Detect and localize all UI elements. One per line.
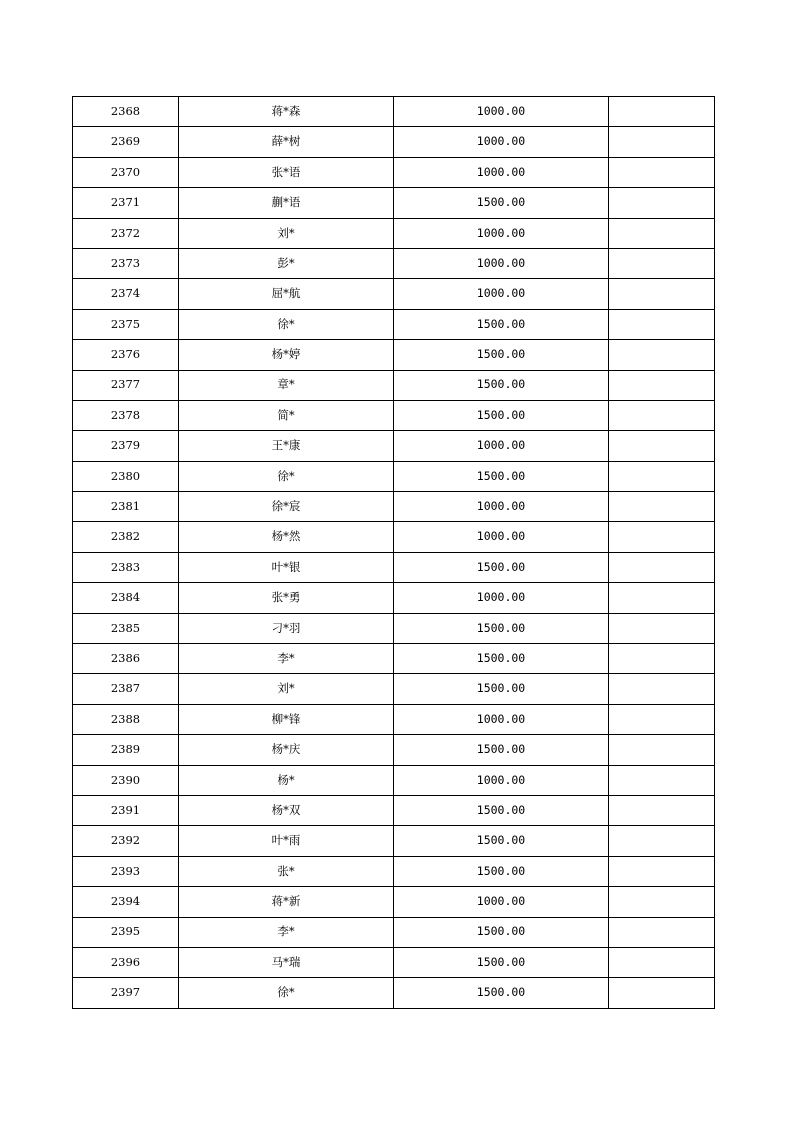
serial-number-cell: 2372 [73,218,179,248]
table-body [73,97,715,1009]
amount-cell: 1000.00 [394,127,609,157]
remark-cell [609,461,715,491]
serial-number-cell: 2384 [73,583,179,613]
table-row [73,735,715,765]
serial-number-cell: 2370 [73,157,179,187]
remark-cell [609,248,715,278]
amount-cell: 1500.00 [394,400,609,430]
name-cell: 王*康 [179,431,394,461]
table-row [73,97,715,127]
name-cell: 章* [179,370,394,400]
name-cell: 杨*然 [179,522,394,552]
serial-number-cell: 2376 [73,340,179,370]
serial-number-cell: 2374 [73,279,179,309]
name-cell: 杨*庆 [179,735,394,765]
table-row [73,795,715,825]
table-row [73,370,715,400]
table-row [73,157,715,187]
remark-cell [609,735,715,765]
remark-cell [609,947,715,977]
table-row [73,826,715,856]
serial-number-cell: 2373 [73,248,179,278]
name-cell: 张* [179,856,394,886]
amount-cell: 1500.00 [394,978,609,1008]
subsidy-roster-table [72,96,715,1009]
remark-cell [609,674,715,704]
remark-cell [609,340,715,370]
amount-cell: 1000.00 [394,157,609,187]
serial-number-cell: 2369 [73,127,179,157]
serial-number-cell: 2397 [73,978,179,1008]
remark-cell [609,431,715,461]
name-cell: 蒋*新 [179,887,394,917]
amount-cell: 1000.00 [394,248,609,278]
name-cell: 张*语 [179,157,394,187]
serial-number-cell: 2377 [73,370,179,400]
remark-cell [609,917,715,947]
serial-number-cell: 2387 [73,674,179,704]
serial-number-cell: 2368 [73,97,179,127]
serial-number-cell: 2371 [73,188,179,218]
remark-cell [609,887,715,917]
table-row [73,492,715,522]
remark-cell [609,127,715,157]
name-cell: 屈*航 [179,279,394,309]
remark-cell [609,97,715,127]
table-row [73,947,715,977]
table-row [73,674,715,704]
amount-cell: 1000.00 [394,279,609,309]
remark-cell [609,218,715,248]
amount-cell: 1000.00 [394,97,609,127]
table-row [73,765,715,795]
name-cell: 刘* [179,674,394,704]
amount-cell: 1000.00 [394,887,609,917]
amount-cell: 1000.00 [394,765,609,795]
amount-cell: 1000.00 [394,704,609,734]
serial-number-cell: 2379 [73,431,179,461]
remark-cell [609,613,715,643]
table-row [73,704,715,734]
name-cell: 刁*羽 [179,613,394,643]
table-row [73,887,715,917]
amount-cell: 1000.00 [394,583,609,613]
name-cell: 徐*宸 [179,492,394,522]
table-row [73,248,715,278]
name-cell: 彭* [179,248,394,278]
serial-number-cell: 2388 [73,704,179,734]
remark-cell [609,978,715,1008]
remark-cell [609,583,715,613]
table-row [73,583,715,613]
remark-cell [609,400,715,430]
table-row [73,279,715,309]
remark-cell [609,522,715,552]
amount-cell: 1500.00 [394,188,609,218]
name-cell: 蒯*语 [179,188,394,218]
serial-number-cell: 2385 [73,613,179,643]
table-row [73,218,715,248]
amount-cell: 1500.00 [394,917,609,947]
name-cell: 刘* [179,218,394,248]
remark-cell [609,309,715,339]
name-cell: 叶*银 [179,552,394,582]
amount-cell: 1500.00 [394,795,609,825]
name-cell: 李* [179,644,394,674]
serial-number-cell: 2390 [73,765,179,795]
table-row [73,309,715,339]
name-cell: 杨*婷 [179,340,394,370]
document-page [72,96,714,1009]
serial-number-cell: 2378 [73,400,179,430]
amount-cell: 1500.00 [394,674,609,704]
amount-cell: 1500.00 [394,644,609,674]
remark-cell [609,188,715,218]
name-cell: 杨*双 [179,795,394,825]
serial-number-cell: 2393 [73,856,179,886]
remark-cell [609,644,715,674]
name-cell: 叶*雨 [179,826,394,856]
remark-cell [609,157,715,187]
remark-cell [609,795,715,825]
table-row [73,522,715,552]
table-row [73,613,715,643]
name-cell: 徐* [179,978,394,1008]
amount-cell: 1500.00 [394,735,609,765]
remark-cell [609,279,715,309]
table-row [73,978,715,1008]
serial-number-cell: 2394 [73,887,179,917]
table-row [73,644,715,674]
table-row [73,188,715,218]
amount-cell: 1500.00 [394,613,609,643]
amount-cell: 1500.00 [394,370,609,400]
name-cell: 张*勇 [179,583,394,613]
serial-number-cell: 2389 [73,735,179,765]
serial-number-cell: 2386 [73,644,179,674]
serial-number-cell: 2383 [73,552,179,582]
amount-cell: 1000.00 [394,431,609,461]
amount-cell: 1500.00 [394,947,609,977]
amount-cell: 1000.00 [394,522,609,552]
remark-cell [609,765,715,795]
remark-cell [609,370,715,400]
amount-cell: 1000.00 [394,492,609,522]
serial-number-cell: 2395 [73,917,179,947]
table-row [73,127,715,157]
name-cell: 简* [179,400,394,430]
table-row [73,856,715,886]
name-cell: 薛*树 [179,127,394,157]
name-cell: 徐* [179,309,394,339]
table-row [73,461,715,491]
name-cell: 杨* [179,765,394,795]
serial-number-cell: 2382 [73,522,179,552]
table-row [73,552,715,582]
serial-number-cell: 2392 [73,826,179,856]
remark-cell [609,552,715,582]
serial-number-cell: 2375 [73,309,179,339]
amount-cell: 1000.00 [394,218,609,248]
table-row [73,340,715,370]
amount-cell: 1500.00 [394,826,609,856]
serial-number-cell: 2391 [73,795,179,825]
name-cell: 蒋*森 [179,97,394,127]
serial-number-cell: 2396 [73,947,179,977]
remark-cell [609,826,715,856]
name-cell: 李* [179,917,394,947]
name-cell: 马*瑞 [179,947,394,977]
remark-cell [609,856,715,886]
amount-cell: 1500.00 [394,309,609,339]
amount-cell: 1500.00 [394,552,609,582]
table-row [73,400,715,430]
remark-cell [609,492,715,522]
name-cell: 柳*锋 [179,704,394,734]
remark-cell [609,704,715,734]
serial-number-cell: 2381 [73,492,179,522]
amount-cell: 1500.00 [394,340,609,370]
amount-cell: 1500.00 [394,856,609,886]
table-row [73,917,715,947]
serial-number-cell: 2380 [73,461,179,491]
table-row [73,431,715,461]
amount-cell: 1500.00 [394,461,609,491]
name-cell: 徐* [179,461,394,491]
